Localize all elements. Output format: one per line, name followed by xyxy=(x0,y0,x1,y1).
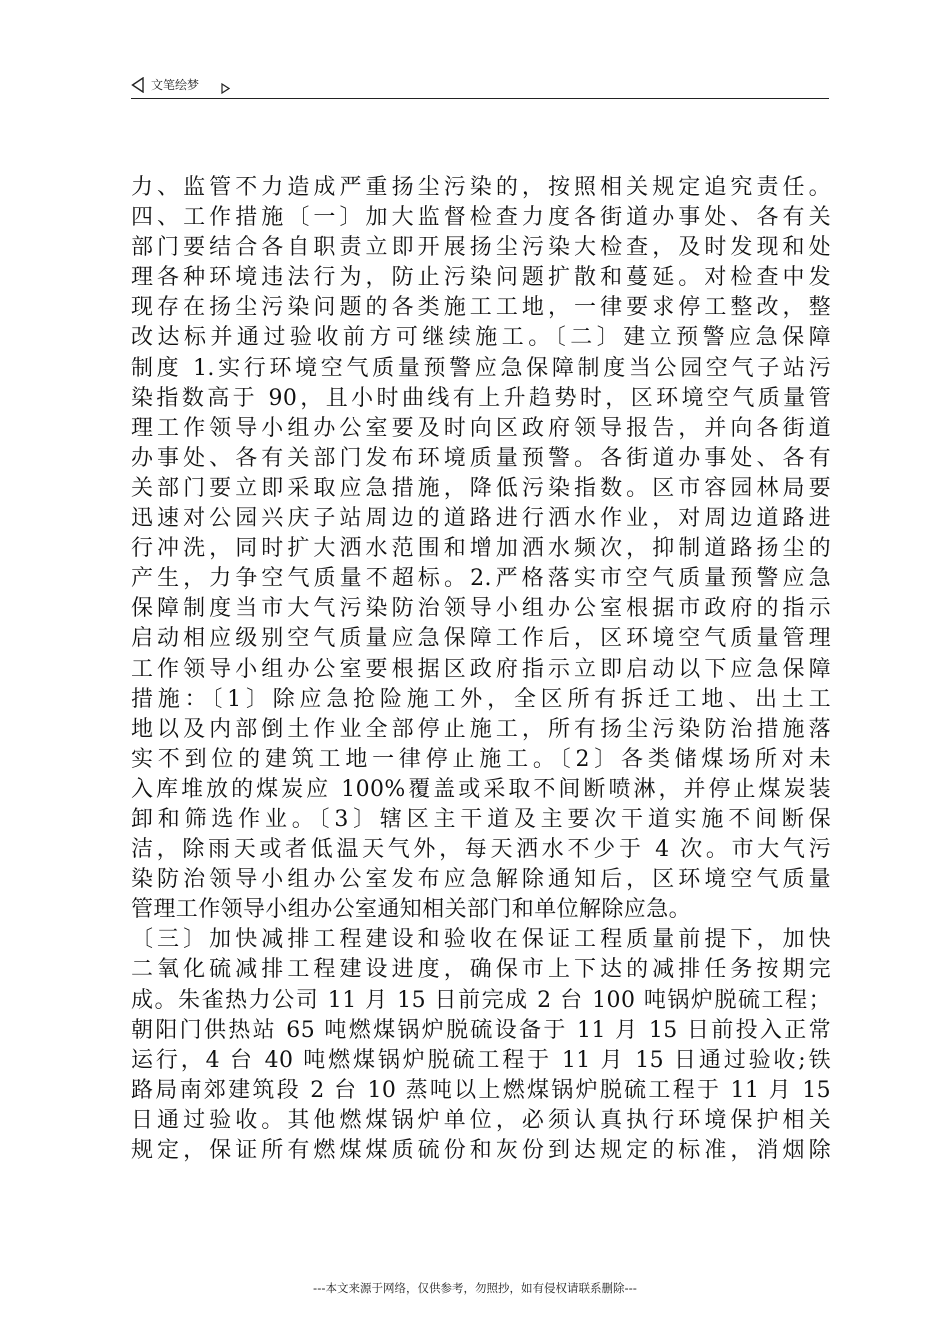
body-line: 部门要结合各自职责立即开展扬尘污染大检查，及时发现和处 xyxy=(131,235,831,261)
body-line: 迅速对公园兴庆子站周边的道路进行洒水作业，对周边道路进 xyxy=(131,506,831,532)
body-line: 管理工作领导小组办公室通知相关部门和单位解除应急。 xyxy=(131,897,692,923)
right-triangle-outline-icon xyxy=(221,79,230,90)
body-line: 染指数高于 90，且小时曲线有上升趋势时，区环境空气质量管 xyxy=(131,385,831,411)
body-line: 成。朱雀热力公司 11 月 15 日前完成 2 台 100 吨锅炉脱硫工程； xyxy=(131,987,831,1013)
body-line: 理各种环境违法行为，防止污染问题扩散和蔓延。对检查中发 xyxy=(131,265,831,291)
body-line: 理工作领导小组办公室要及时向区政府领导报告，并向各街道 xyxy=(131,415,831,441)
body-line: 染防治领导小组办公室发布应急解除通知后，区环境空气质量 xyxy=(131,867,831,893)
page-header xyxy=(131,74,829,99)
body-line: 启动相应级别空气质量应急保障工作后，区环境空气质量管理 xyxy=(131,626,831,652)
body-line: 力、监管不力造成严重扬尘污染的，按照相关规定追究责任。 xyxy=(131,175,831,200)
body-line: 入库堆放的煤炭应 100%覆盖或采取不间断喷淋，并停止煤炭装 xyxy=(131,776,831,802)
body-line: 规定，保证所有燃煤煤质硫份和灰份到达规定的标准，消烟除 xyxy=(131,1138,831,1163)
body-line: 洁，除雨天或者低温天气外，每天洒水不少于 4 次。市大气污 xyxy=(131,837,831,863)
body-line: 关部门要立即采取应急措施，降低污染指数。区市容园林局要 xyxy=(131,475,831,501)
body-line: 实不到位的建筑工地一律停止施工。〔2〕各类储煤场所对未 xyxy=(131,746,831,772)
body-line: 日通过验收。其他燃煤锅炉单位，必须认真执行环境保护相关 xyxy=(131,1107,831,1133)
body-line: 运行，4 台 40 吨燃煤锅炉脱硫工程于 11 月 15 日通过验收;铁 xyxy=(131,1047,831,1073)
body-line: 工作领导小组办公室要根据区政府指示立即启动以下应急保障 xyxy=(131,656,831,682)
body-line: 路局南郊建筑段 2 台 10 蒸吨以上燃煤锅炉脱硫工程于 11 月 15 xyxy=(131,1077,831,1103)
body-line: 办事处、各有关部门发布环境质量预警。各街道办事处、各有 xyxy=(131,445,831,471)
body-line: 措施：〔1〕除应急抢险施工外，全区所有拆迁工地、出土工 xyxy=(131,686,831,712)
body-line: 改达标并通过验收前方可继续施工。〔二〕建立预警应急保障 xyxy=(131,325,831,351)
body-line: 二氧化硫减排工程建设进度，确保市上下达的减排任务按期完 xyxy=(131,957,831,983)
body-line: 保障制度当市大气污染防治领导小组办公室根据市政府的指示 xyxy=(131,596,831,622)
body-line: 地以及内部倒土作业全部停止施工，所有扬尘污染防治措施落 xyxy=(131,716,831,742)
body-line: 四、工作措施〔一〕加大监督检查力度各街道办事处、各有关 xyxy=(131,205,831,231)
left-triangle-outline-icon xyxy=(131,77,145,93)
body-line: 制度 1.实行环境空气质量预警应急保障制度当公园空气子站污 xyxy=(131,355,831,381)
body-line: 产生，力争空气质量不超标。2.严格落实市空气质量预警应急 xyxy=(131,566,831,592)
body-line: 现存在扬尘污染问题的各类施工工地，一律要求停工整改，整 xyxy=(131,295,831,321)
document-body xyxy=(131,173,831,1166)
body-line: 〔三〕加快减排工程建设和验收在保证工程质量前提下，加快 xyxy=(131,927,831,953)
body-line: 行冲洗，同时扩大洒水范围和增加洒水频次，抑制道路扬尘的 xyxy=(131,536,831,562)
header-title: 文笔绘梦 xyxy=(151,78,200,92)
body-line: 朝阳门供热站 65 吨燃煤锅炉脱硫设备于 11 月 15 日前投入正常 xyxy=(131,1017,831,1043)
page-footer: ---本文来源于网络，仅供参考，勿照抄，如有侵权请联系删除--- xyxy=(313,1281,637,1295)
body-line: 卸和筛选作业。〔3〕辖区主干道及主要次干道实施不间断保 xyxy=(131,806,831,832)
